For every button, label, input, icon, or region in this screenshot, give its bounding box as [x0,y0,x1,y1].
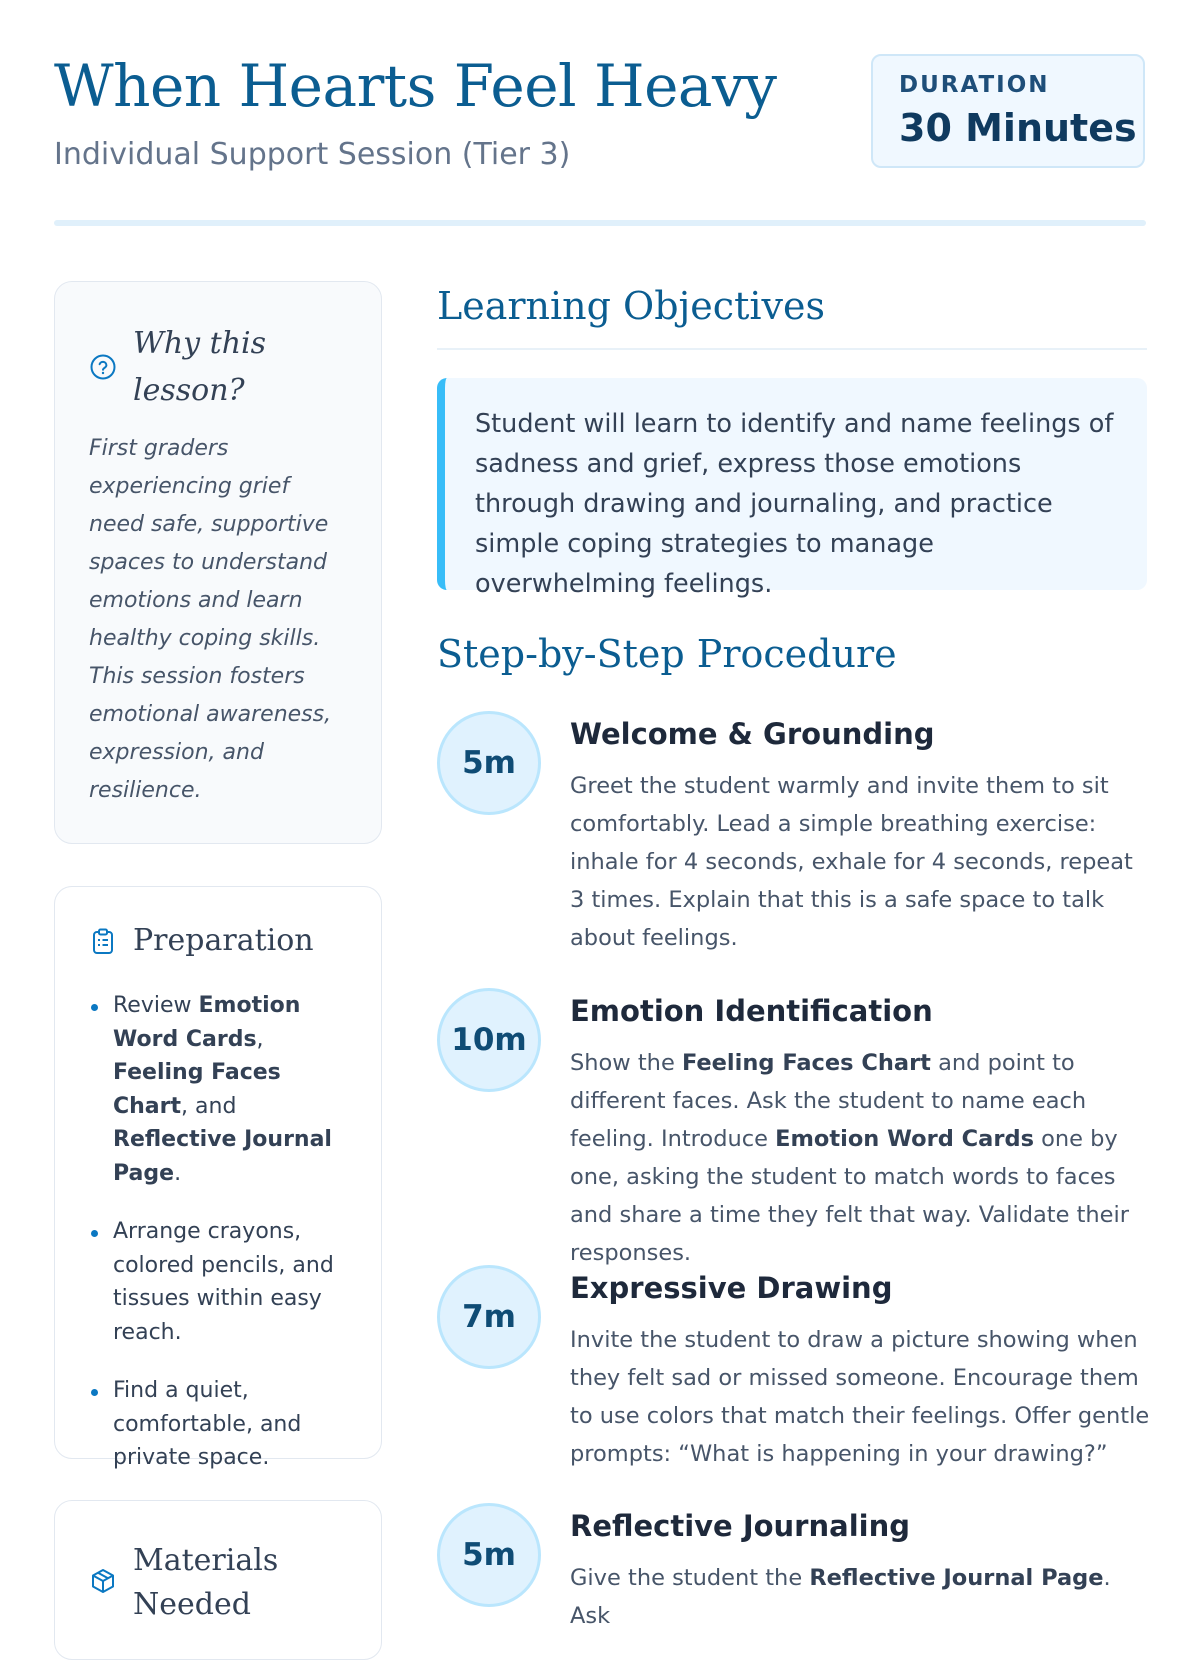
list-item-text: Review [113,993,199,1018]
material-name: Emotion Word Cards [113,993,301,1052]
why-lesson-header [89,320,293,414]
material-name: Emotion Word Cards [775,1126,1034,1152]
why-lesson-card [54,281,382,844]
list-item-text: , and [181,1093,237,1119]
step-text [570,1559,1150,1635]
step-text: Greet the student warmly and invite them to sit comfortably. Lead a simple breathing exercise: inhale for 4 seconds, exhale for 4 seconds, repeat 3 times. Explain that this is a safe space to talk about feelings. [570,773,1133,951]
step-text: Invite the student to draw a picture showing when they felt sad or missed someone. Encourage them to use colors that match their feelings. Offer gentle prompts: “What is happening in your drawing?” [570,1327,1150,1467]
step-time-badge: 5m [437,1503,541,1607]
material-name: Feeling Faces Chart [681,1050,931,1076]
duration-label: DURATION [899,72,1050,98]
step-title: Reflective Journaling [570,1509,910,1543]
page-subtitle: Individual Support Session (Tier 3) [54,137,571,172]
preparation-card [54,886,382,1470]
why-lesson-text: First graders experiencing grief need safe, supportive spaces to understand emotions and learn healthy coping skills. This session fosters emotional awareness, expression, and resilience. [89,436,332,803]
step-text-part: one by one, asking the student to match words to faces and share a time they felt that way. Validate their responses. [570,1126,1130,1266]
step-time-badge: 7m [437,1265,541,1369]
step-text-part: Give the student the [570,1565,810,1591]
list-item [89,989,359,1190]
why-lesson-title: Why this lesson? [133,326,267,408]
objective-callout: Student will learn to identify and name feelings of sadness and grief, express those emotions through drawing and journaling, and practice simple coping strategies to manage overwhelming feelings. [437,378,1147,590]
list-item: Find a quiet, comfortable, and private space. [89,1374,359,1475]
objectives-divider [437,348,1147,350]
clipboard-list-icon [89,927,117,955]
step-time-badge: 5m [437,711,541,815]
duration-box [871,54,1145,168]
materials-card [54,1500,382,1660]
procedure-heading: Step-by-Step Procedure [437,632,897,676]
step-title: Emotion Identification [570,994,933,1028]
step-text-part: . Ask [570,1565,1111,1629]
step-title: Expressive Drawing [570,1271,893,1305]
materials-header [89,1539,333,1627]
preparation-title: Preparation [133,923,314,958]
step-time-badge: 10m [437,988,541,1092]
step-text-part: and point to different faces. Ask the student to name each feeling. Introduce [570,1050,1087,1152]
objectives-heading: Learning Objectives [437,284,825,328]
step-text-part: Show the [570,1050,682,1076]
preparation-header [89,923,314,958]
material-name: Reflective Journal Page [809,1565,1104,1591]
duration-value: 30 Minutes [899,106,1137,150]
step-text [570,1044,1150,1272]
step-title: Welcome & Grounding [570,717,935,751]
preparation-list [89,989,359,1500]
page-title: When Hearts Feel Heavy [54,52,777,120]
list-item: Arrange crayons, colored pencils, and tissues within easy reach. [89,1215,359,1349]
material-name: Feeling Faces Chart [113,1060,281,1119]
question-circle-icon [89,353,117,381]
list-item-text: , [256,1026,264,1052]
header-divider [54,220,1146,226]
materials-title: Materials Needed [133,1543,279,1622]
list-item-text: . [174,1160,182,1186]
material-name: Reflective Journal Page [113,1127,332,1186]
box-icon [89,1567,117,1595]
